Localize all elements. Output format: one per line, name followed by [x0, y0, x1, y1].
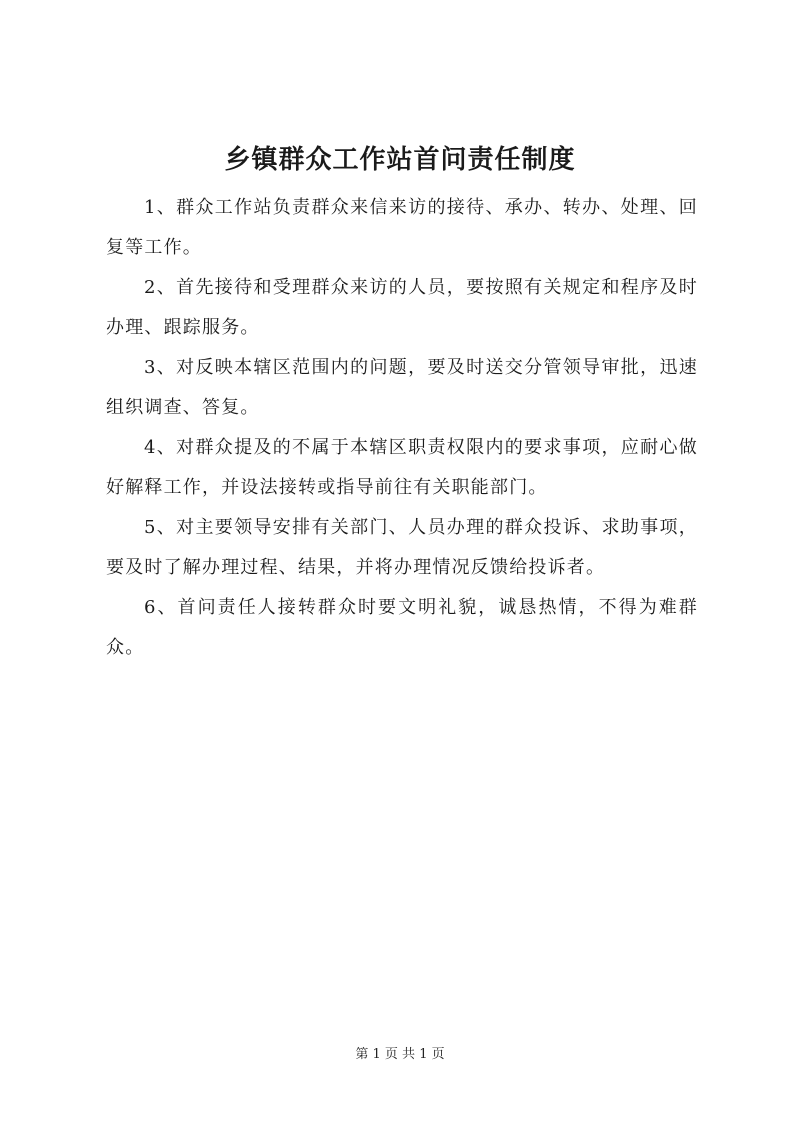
page-number-footer: 第 1 页 共 1 页 — [355, 1047, 445, 1062]
paragraph-1: 1、群众工作站负责群众来信来访的接待、承办、转办、处理、回复等工作。 — [106, 197, 698, 258]
paragraph-3: 3、对反映本辖区范围内的问题，要及时送交分管领导审批，迅速组织调查、答复。 — [106, 357, 698, 418]
paragraph-4: 4、对群众提及的不属于本辖区职责权限内的要求事项，应耐心做好解释工作，并设法接转或指导前往有关职能部门。 — [106, 437, 698, 498]
paragraph-2: 2、首先接待和受理群众来访的人员，要按照有关规定和程序及时办理、跟踪服务。 — [106, 277, 698, 338]
paragraph-6: 6、首问责任人接转群众时要文明礼貌，诚恳热情，不得为难群众。 — [106, 597, 698, 658]
document-body — [106, 188, 698, 668]
paragraph-5: 5、对主要领导安排有关部门、人员办理的群众投诉、求助事项，要及时了解办理过程、结果，并将办理情况反馈给投诉者。 — [106, 517, 698, 578]
document-title: 乡镇群众工作站首问责任制度 — [224, 145, 576, 175]
